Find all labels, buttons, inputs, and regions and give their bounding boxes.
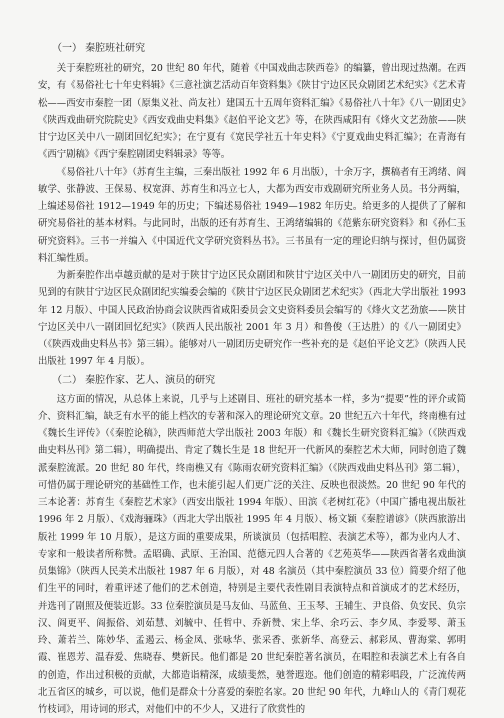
paragraph: 关于秦腔班社的研究，20 世纪 80 年代，随着《中国戏曲志陕西卷》的编纂，曾出现过热潮。在西安，有《易俗社七十年史料辑》《三意社演艺活动百年资料集》《陕甘宁边区民众剧团艺术纪实》《艺术青松——西安市秦腔一团（原集义社、尚友社）建国五十五周年资料汇编》《易俗社八十年》《八一剧团史》《陕西戏曲研究院院史》《西安戏曲史料集》《赵伯平论文艺》等，在陕西咸阳有《烽火文艺劲旅——陕甘宁边区关中八一剧团回忆纪实》；在宁夏有《宽民学社五十年史料》《宁夏戏曲史料汇编》；在青海有《西宁剧稿》《西宁秦腔剧团史料辑录》等等。 [38, 60, 466, 164]
paragraph: 这方面的情况，从总体上来说，几乎与上述剧目、班社的研究基本一样，多为“提要”性的评介或简介、资料汇编，缺乏有水平的能上档次的专著和深入的理论研究文章。20 世纪五六十年代，终南樵有过《魏长生评传》（《秦腔论稿》，陕西师范大学出版社 2003 年版）和《魏长生研究资料汇编》（《陕西戏曲史料丛刊》第二辑），明确提出、肯定了魏长生是 18 世纪开一代新风的秦腔艺术大师，同时创造了魏派秦腔流派。20 世纪 80 年代，终南樵又有《陈雨农研究资料汇编》（《陕西戏曲史料丛刊》第二辑），可惜仍属于理论研究的基础性工作，也未能引起人们更广泛的关注、反映也很淡然。20 世纪 90 年代的三本论著：苏育生《秦腔艺术家》（西安出版社 1994 年版）、田滨《老树红花》（中国广播电视出版社 1996 年 2 月版）、《戏海骊珠》（西北大学出版社 1995 年 4 月版）、杨文颖《秦腔谱谚》（陕西旅游出版社 1999 年 10 月版），是这方面的重要成果，所谈演员（包括唱腔、表演艺术等），都为业内人才、专家和一般读者所称赞。孟昭确、武原、王治国、范德元四人合著的《艺苑英华——陕西省著名戏曲演员集锦》（陕西人民美术出版社 1987 年 6 月版），对 48 名演员（其中秦腔演员 33 位）简要介绍了他们生平的同时，着重评述了他们的艺术创造，特别是主要代表性剧目表演特点和首演成才的艺术经历，并选刊了剧照及便装近影。33 位秦腔演员是马友仙、马蓝鱼、王玉琴、王辅生、尹良俗、负安民、负宗汉、阎更平、阎振俗、刘茹慧、刘毓中、任哲中、乔新赞、宋上华、余巧云、李夕凤、李爱琴、萧玉玲、萧若兰、陈妙华、孟遏云、杨金凤、张咏华、张采香、张新华、高登云、郝彩凤、曹海棠、郭明霞、崔恩芳、温春爱、焦晓春、樊新民。他们都是 20 世纪秦腔著名演员，在唱腔和表演艺术上有各自的创造，作出过积极的贡献，大都造诣精深，成绩斐然，驰誉遐迩。他们创造的精彩唱段，广泛流传两北五省区的城乡，可以说，他们是群众十分喜爱的秦腔名家。20 世纪 90 年代，九峰山人的《青门观花竹枝词》，用诗词的形式，对他们中的不少人，又进行了欣赏性的 [38, 391, 466, 718]
paragraph: 《易俗社八十年》（苏育生主编，三秦出版社 1992 年 6 月出版），十余万字，撰稿者有王鸿绪、阎敏学、张静波、王保易、权宽湃、苏育生和冯立七人，大都为西安市戏剧研究所业务人员。书分两编，上编述易俗社 1912—1949 年的历史；下编述易俗社 1949—1982 年历史。给更多的人提供了了解和研究易俗社的基本材料。与此同时，出版的还有苏育生、王鸿绪编辑的《范紫东研究资料》和《孙仁玉研究资料》。三书一并编入《中国近代文学研究资料丛书》。三书虽有一定的理论归纳与探讨，但仍属资料汇编性质。 [38, 164, 466, 268]
section-heading-artist-research: （二） 秦腔作家、艺人、演员的研究 [52, 374, 466, 388]
section-heading-troupe-research: （一） 秦腔班社研究 [52, 42, 466, 56]
paragraph: 为新秦腔作出卓越贡献的是对于陕甘宁边区民众剧团和陕甘宁边区关中八一剧团历史的研究，目前见到的有陕甘宁边区民众剧团纪实编委会编的《陕甘宁边区民众剧团艺术纪实》（西北大学出版社 1993 年 12 月版）、中国人民政治协商会议陕西省咸阳委员会文史资料委员会编写的《烽火文艺劲旅——陕甘宁边区关中八一剧团回忆纪实》（陕西人民出版社 2001 年 3 月）和鲁俊（王达胜）的《八一剧团史》（《陕西戏曲史料丛书》第三辑）。能够对八一剧团历史研究作一些补充的是《赵伯平论文艺》（陕西人民出版社 1997 年 4 月版）。 [38, 267, 466, 371]
